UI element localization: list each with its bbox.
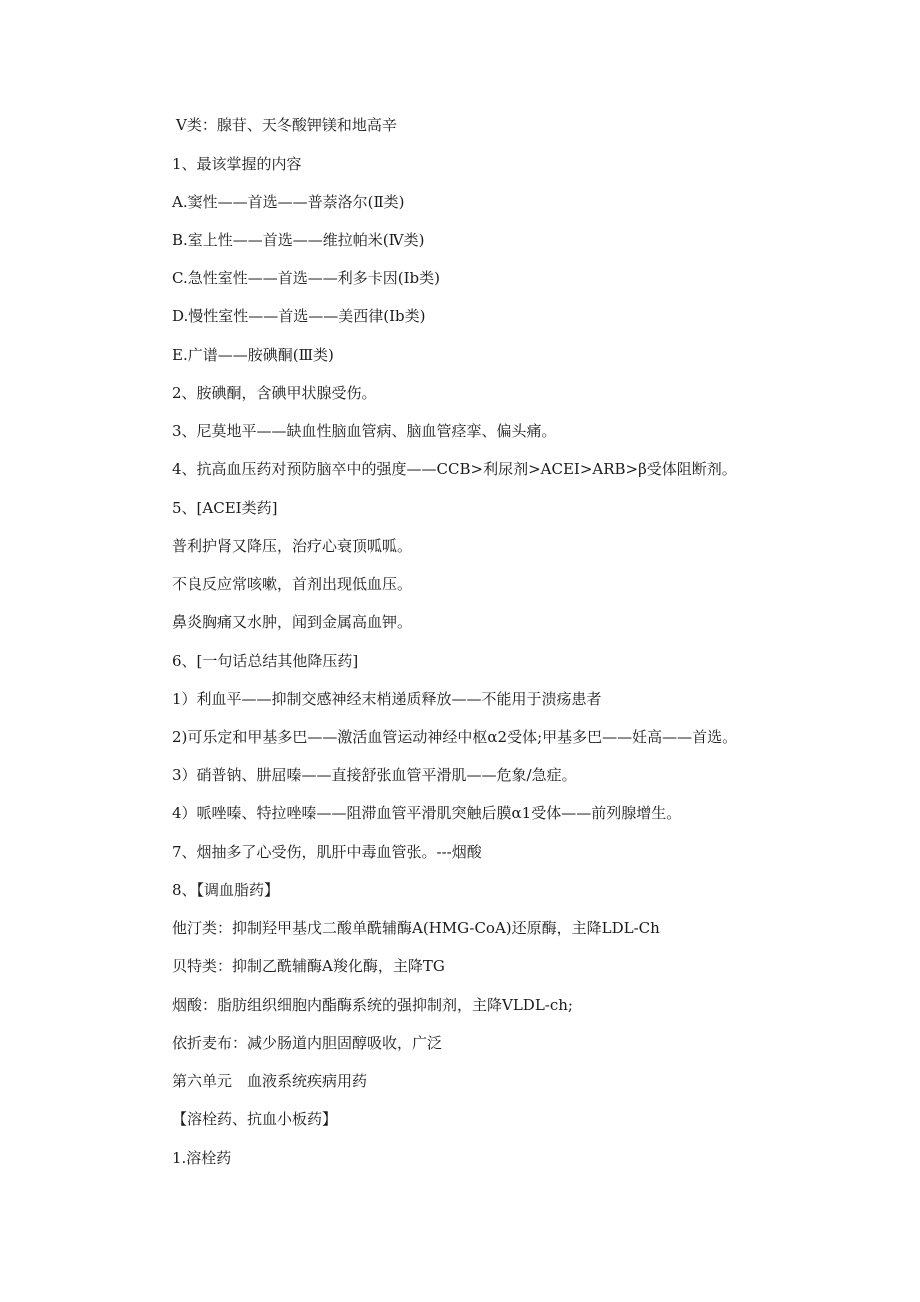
text-line: 1、最该掌握的内容 <box>172 155 302 173</box>
text-line: 3）硝普钠、肼屈嗪——直接舒张血管平滑肌——危象/急症。 <box>172 766 577 784</box>
text-line: 6、[一句话总结其他降压药] <box>172 652 359 670</box>
text-line: C.急性室性——首选——利多卡因(Ⅰb类) <box>172 269 440 287</box>
text-line: 贝特类：抑制乙酰辅酶A羧化酶，主降TG <box>172 957 445 975</box>
text-line: 3、尼莫地平——缺血性脑血管病、脑血管痉挛、偏头痛。 <box>172 422 557 440</box>
text-line: 不良反应常咳嗽，首剂出现低血压。 <box>172 575 413 593</box>
text-line: 1.溶栓药 <box>172 1149 232 1167</box>
text-line: 依折麦布：减少肠道内胆固醇吸收，广泛 <box>172 1034 443 1052</box>
text-line: 4、抗高血压药对预防脑卒中的强度——CCB>利尿剂>ACEI>ARB>β受体阻断剂。 <box>172 460 737 478</box>
text-line: 鼻炎胸痛又水肿，闻到金属高血钾。 <box>172 613 413 631</box>
text-line: 4）哌唑嗪、特拉唑嗪——阻滞血管平滑肌突触后膜α1受体——前列腺增生。 <box>172 804 682 822</box>
text-line: B.室上性——首选——维拉帕米(Ⅳ类) <box>172 231 425 249</box>
section-heading: 第六单元 血液系统疾病用药 <box>172 1072 368 1090</box>
text-line: Ⅴ类：腺苷、天冬酸钾镁和地高辛 <box>176 116 397 134</box>
text-line: 5、[ACEI类药] <box>172 499 278 517</box>
text-line: 8、【调血脂药】 <box>172 881 280 899</box>
text-line: 2、胺碘酮，含碘甲状腺受伤。 <box>172 384 377 402</box>
text-line: 烟酸：脂肪组织细胞内酯酶系统的强抑制剂，主降VLDL-ch; <box>172 996 573 1014</box>
text-line: 【溶栓药、抗血小板药】 <box>172 1110 338 1128</box>
text-line: 2)可乐定和甲基多巴——激活血管运动神经中枢α2受体;甲基多巴——妊高——首选。 <box>172 728 738 746</box>
text-line: 普利护肾又降压，治疗心衰顶呱呱。 <box>172 537 413 555</box>
text-line: 1）利血平——抑制交感神经末梢递质释放——不能用于溃疡患者 <box>172 690 602 708</box>
text-line: E.广谱——胺碘酮(Ⅲ类) <box>172 346 334 364</box>
text-line: D.慢性室性——首选——美西律(Ⅰb类) <box>172 307 426 325</box>
text-line: 他汀类：抑制羟甲基戊二酸单酰辅酶A(HMG-CoA)还原酶，主降LDL-Ch <box>172 919 660 937</box>
text-line: A.窦性——首选——普萘洛尔(Ⅱ类) <box>172 193 405 211</box>
text-line: 7、烟抽多了心受伤，肌肝中毒血管张。---烟酸 <box>172 843 482 861</box>
